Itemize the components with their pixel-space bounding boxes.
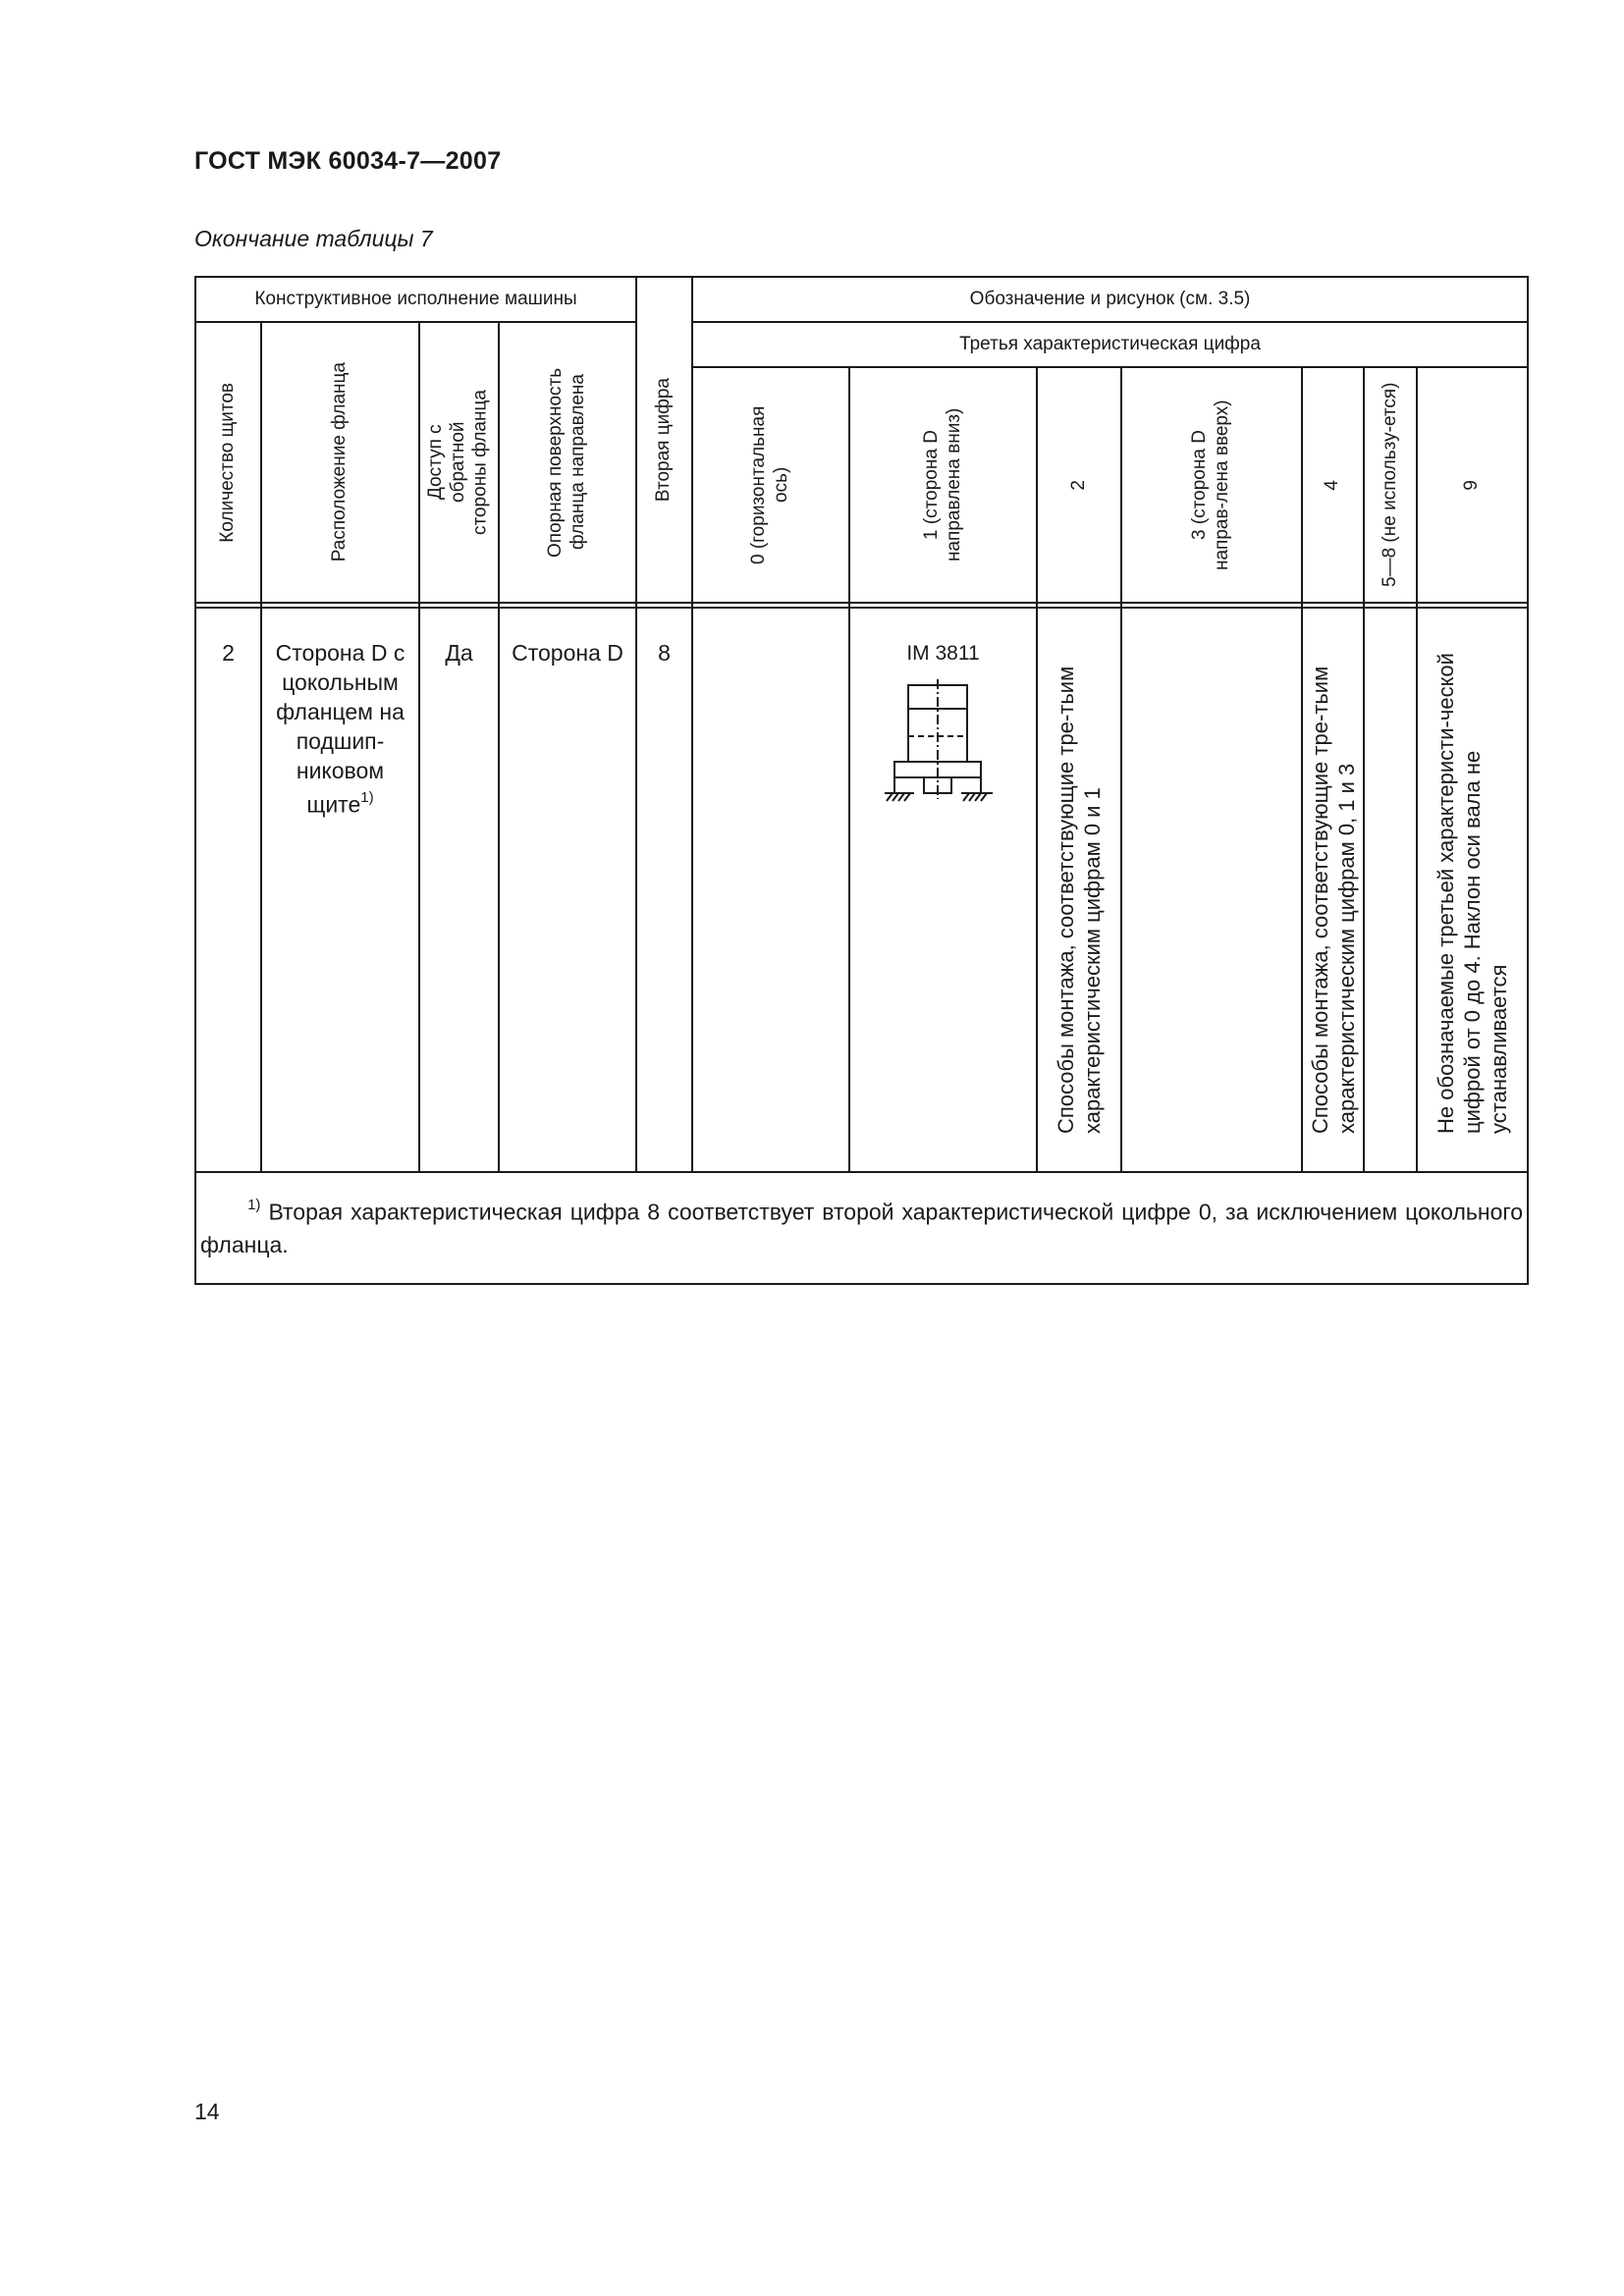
header-col-1-label: 1 (сторона D направлена вниз): [920, 407, 964, 562]
header-col-3-label: 3 (сторона D направ-лена вверх): [1189, 400, 1232, 570]
header-col-5-8: [1364, 367, 1417, 603]
table-footnote: [195, 1172, 1528, 1284]
header-machine-design: Конструктивное исполнение машины: [195, 277, 636, 322]
cell-col-9: [1417, 608, 1528, 1172]
header-col-5-8-label: 5—8 (не использу-ется): [1379, 382, 1400, 588]
header-col-0-label: 0 (горизонтальная ось): [748, 405, 791, 564]
cell-col-5-8: [1364, 608, 1417, 1172]
cell-rear-access: [419, 608, 499, 1172]
col-2-note: Способы монтажа, соответствующие тре-тьим характеристическим цифрам 0 и 1: [1054, 666, 1105, 1134]
cell-flange-location: [261, 608, 419, 1172]
table-row: [195, 608, 1528, 1172]
header-col-9: [1417, 367, 1528, 603]
cell-shield-count: [195, 608, 261, 1172]
header-col-4: [1302, 367, 1364, 603]
header-col-4-label: 4: [1322, 479, 1343, 491]
header-col-2-label: 2: [1067, 479, 1089, 491]
header-third-digit: Третья характеристическая цифра: [692, 322, 1528, 367]
cell-col-3: [1121, 608, 1302, 1172]
header-support-surface-label: Опорная поверхность фланца направлена: [545, 367, 588, 558]
header-second-digit-label: Вторая цифра: [653, 377, 675, 503]
header-shield-count: [195, 322, 261, 603]
cell-second-digit: [636, 608, 692, 1172]
header-col-2: [1037, 367, 1121, 603]
header-rear-access-label: Доступ с обратной стороны фланца: [425, 390, 491, 535]
cell-col-4: [1302, 608, 1364, 1172]
page-number: 14: [194, 2099, 220, 2124]
flange-location-value: Сторона D с цокольным фланцем на подшип-никовом щите: [275, 640, 406, 818]
col-4-note: Способы монтажа, соответствующие тре-тьим характеристическим цифрам 0, 1 и 3: [1307, 666, 1359, 1134]
mounting-drawing-icon: [885, 679, 1002, 807]
flange-footnote-mark: 1): [360, 789, 374, 806]
header-col-1: [849, 367, 1037, 603]
footnote-mark: 1): [247, 1197, 261, 1213]
mounting-table: [194, 276, 1529, 1285]
cell-col-0: [692, 608, 849, 1172]
cell-col-1: [849, 608, 1037, 1172]
header-rear-access: [419, 322, 499, 603]
footnote-text: Вторая характеристическая цифра 8 соответствует второй характеристической цифре 0, за исключением цокольного фланца.: [200, 1199, 1524, 1257]
rear-access-value: Да: [445, 640, 473, 666]
table-caption: Окончание таблицы 7: [194, 226, 433, 251]
shield-count-value: 2: [222, 640, 235, 666]
im-code-label: IM 3811: [906, 642, 980, 665]
header-flange-location: [261, 322, 419, 603]
header-col-3: [1121, 367, 1302, 603]
second-digit-value: 8: [658, 640, 671, 666]
header-second-digit: [636, 277, 692, 603]
header-col-0: [692, 367, 849, 603]
support-surface-value: Сторона D: [512, 640, 623, 666]
col-9-note: Не обозначаемые третьей характеристи-ческой цифрой от 0 до 4. Наклон оси вала не устанавливается: [1434, 653, 1512, 1134]
header-designation-figure: Обозначение и рисунок (см. 3.5): [692, 277, 1528, 322]
cell-col-2: [1037, 608, 1121, 1172]
document-title: ГОСТ МЭК 60034-7—2007: [194, 147, 502, 175]
header-support-surface: [499, 322, 636, 603]
header-flange-location-label: Расположение фланца: [329, 362, 351, 562]
header-col-9-label: 9: [1461, 479, 1483, 491]
header-shield-count-label: Количество щитов: [217, 382, 239, 543]
cell-support-surface: [499, 608, 636, 1172]
